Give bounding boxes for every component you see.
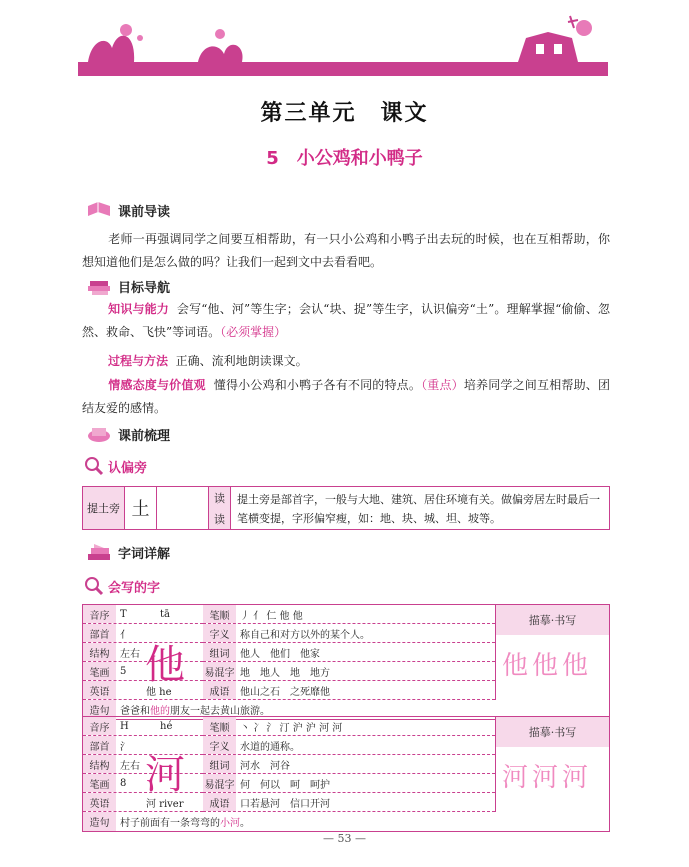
- practice-chars: 他他他: [502, 651, 593, 681]
- intro-paragraph: 老师一再强调同学之间要互相帮助，有一只小公鸡和小鸭子出去玩的时候，也在互相帮助，你想知道他们是怎么做的吗？让我们一起到文中去看看吧。: [82, 232, 610, 269]
- header-decoration: [78, 8, 608, 64]
- goal-emotion: 情感态度与价值观 懂得小公鸡和小鸭子各有不同的特点。（重点）培养同学之间互相帮助、团结友爱的感情。: [82, 378, 610, 415]
- radical-table: [82, 486, 610, 530]
- big-char: 河: [145, 752, 185, 798]
- char-card-ta: 音序 T tā 部首 亻 结构 左右 笔画 5 英语 他 he 他 笔顺 丿 亻 仁 他 他 字义 称自己和对方以外的某个人。 组词 他人 他们 他家 易混字 地 地人 地 地方 成语 他山之石 之死靡他 描摹·书写 他他他 造句 爸爸和他的朋友一起去黄山旅游。: [82, 604, 610, 720]
- subsection-write-chars: 会写的字: [84, 576, 160, 596]
- books-icon: [86, 276, 112, 296]
- subsection-radical: 认偏旁: [84, 456, 147, 476]
- page-number: — 53 —: [323, 832, 366, 845]
- section-intro-heading: 课前导读: [86, 198, 170, 222]
- radical-name: 提土旁: [83, 487, 125, 529]
- stacked-books-icon: [86, 542, 112, 562]
- magnifier-icon: [84, 456, 104, 476]
- notebook-icon: [86, 424, 112, 444]
- unit-title: 第三单元 课文: [260, 100, 429, 126]
- radical-read-label: 读 读: [209, 487, 231, 529]
- lesson-title: 5 小公鸡和小鸭子: [266, 148, 423, 169]
- goal-knowledge: 知识与能力 会写“他、河”等生字；会认“块、捉”等生字，认识偏旁“土”。理解掌握“偷偷、忽然、救命、飞快”等词语。（必须掌握）: [82, 302, 610, 339]
- header-band: [78, 62, 608, 76]
- section-review-heading: 课前梳理: [86, 422, 170, 446]
- book-icon: [86, 200, 112, 220]
- radical-char: 土: [125, 487, 157, 529]
- char-card-he: 音序 H hé 部首 氵 结构 左右 笔画 8 英语 河 river 河 笔顺 丶 冫 氵 汀 沪 沪 河 河 字义 水道的通称。 组词 河水 河谷 易混字 何 何以 呵 呵护 成语 口若悬河 信口开河 描摹·书写 河河河 造句 村子前面有一条弯弯的小河。: [82, 716, 610, 832]
- section-words-heading: 字词详解: [86, 540, 170, 564]
- magnifier-icon: [84, 576, 104, 596]
- section-goals-heading: 目标导航: [86, 274, 170, 298]
- goal-process: 过程与方法 正确、流利地朗读课文。: [108, 354, 308, 368]
- practice-chars: 河河河: [502, 763, 593, 793]
- radical-description: 提土旁是部首字，一般与大地、建筑、居住环境有关。做偏旁居左时最后一笔横变提，字形偏窄瘦，如：地、块、城、坦、坡等。: [237, 493, 600, 525]
- big-char: 他: [145, 642, 185, 688]
